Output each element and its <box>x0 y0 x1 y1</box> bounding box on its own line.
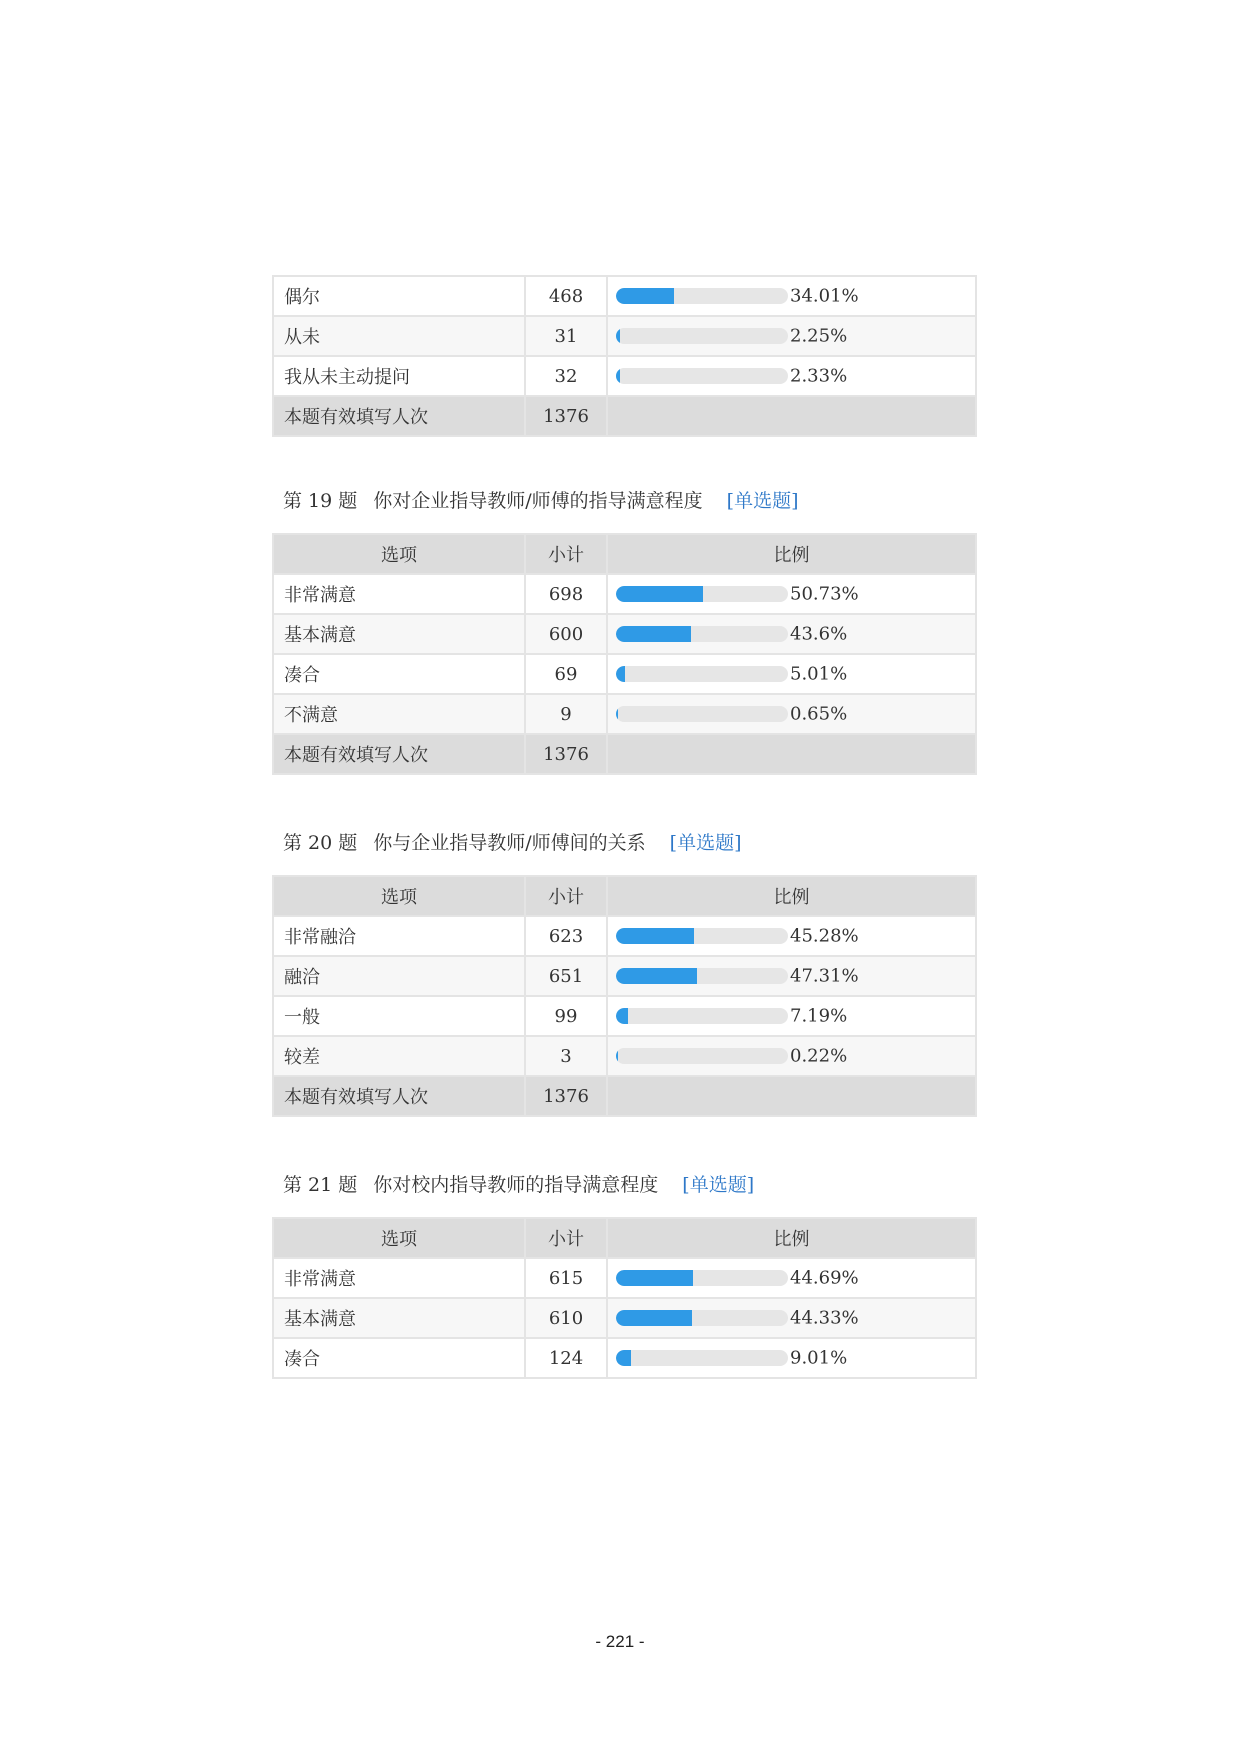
header-ratio: 比例 <box>607 1218 976 1258</box>
progress-bar-fill <box>616 1350 631 1366</box>
progress-bar-track <box>616 968 788 984</box>
total-row <box>273 396 976 436</box>
option-row <box>273 996 976 1036</box>
header-ratio: 比例 <box>607 534 976 574</box>
progress-bar-track <box>616 666 788 682</box>
total-count: 1376 <box>525 396 607 436</box>
option-count: 623 <box>525 916 607 956</box>
percent-text: 9.01% <box>790 1347 848 1369</box>
progress-bar-fill <box>616 328 620 344</box>
option-count: 3 <box>525 1036 607 1076</box>
progress-bar-track <box>616 626 788 642</box>
option-count: 610 <box>525 1298 607 1338</box>
option-count: 698 <box>525 574 607 614</box>
option-label: 非常融洽 <box>273 916 525 956</box>
option-label: 一般 <box>273 996 525 1036</box>
progress-bar-track <box>616 328 788 344</box>
total-label: 本题有效填写人次 <box>273 1076 525 1116</box>
option-count: 124 <box>525 1338 607 1378</box>
total-row <box>273 734 976 774</box>
option-label: 基本满意 <box>273 1298 525 1338</box>
option-row <box>273 356 976 396</box>
header-option: 选项 <box>273 876 525 916</box>
option-label: 凑合 <box>273 1338 525 1378</box>
option-label: 基本满意 <box>273 614 525 654</box>
option-count: 69 <box>525 654 607 694</box>
option-ratio <box>607 276 976 316</box>
q19-table <box>272 533 977 775</box>
progress-bar-track <box>616 1270 788 1286</box>
progress-bar-fill <box>616 586 703 602</box>
question-text: 你对校内指导教师的指导满意程度 <box>373 1174 659 1196</box>
option-ratio <box>607 356 976 396</box>
progress-bar-track <box>616 368 788 384</box>
question-text: 你对企业指导教师/师傅的指导满意程度 <box>373 490 703 512</box>
percent-text: 44.69% <box>790 1267 859 1289</box>
option-row <box>273 654 976 694</box>
question-type-link[interactable]: [单选题] <box>682 1174 755 1196</box>
q20-title <box>283 828 742 855</box>
progress-bar-track <box>616 288 788 304</box>
progress-bar-track <box>616 1310 788 1326</box>
option-ratio <box>607 654 976 694</box>
option-row <box>273 916 976 956</box>
option-ratio <box>607 1338 976 1378</box>
percent-text: 2.25% <box>790 325 848 347</box>
question-number: 第 19 题 <box>283 490 358 512</box>
total-row <box>273 1076 976 1116</box>
option-row <box>273 276 976 316</box>
percent-text: 7.19% <box>790 1005 848 1027</box>
percent-text: 2.33% <box>790 365 848 387</box>
total-empty <box>607 734 976 774</box>
option-ratio <box>607 1258 976 1298</box>
progress-bar-fill <box>616 1008 628 1024</box>
option-count: 468 <box>525 276 607 316</box>
option-ratio <box>607 956 976 996</box>
percent-text: 50.73% <box>790 583 859 605</box>
option-label: 非常满意 <box>273 1258 525 1298</box>
option-ratio <box>607 614 976 654</box>
option-count: 32 <box>525 356 607 396</box>
total-count: 1376 <box>525 734 607 774</box>
option-label: 凑合 <box>273 654 525 694</box>
option-ratio <box>607 1298 976 1338</box>
total-empty <box>607 1076 976 1116</box>
header-count: 小计 <box>525 876 607 916</box>
q21-rows <box>273 1258 976 1378</box>
header-row <box>273 876 976 916</box>
option-row <box>273 1338 976 1378</box>
option-label: 我从未主动提问 <box>273 356 525 396</box>
percent-text: 34.01% <box>790 285 859 307</box>
option-count: 600 <box>525 614 607 654</box>
option-row <box>273 956 976 996</box>
header-count: 小计 <box>525 534 607 574</box>
total-label: 本题有效填写人次 <box>273 734 525 774</box>
option-count: 615 <box>525 1258 607 1298</box>
option-row <box>273 1298 976 1338</box>
header-count: 小计 <box>525 1218 607 1258</box>
option-row <box>273 694 976 734</box>
option-ratio <box>607 916 976 956</box>
option-count: 651 <box>525 956 607 996</box>
percent-text: 45.28% <box>790 925 859 947</box>
option-label: 从未 <box>273 316 525 356</box>
option-ratio <box>607 694 976 734</box>
progress-bar-track <box>616 706 788 722</box>
option-row <box>273 1036 976 1076</box>
option-row <box>273 1258 976 1298</box>
option-ratio <box>607 574 976 614</box>
progress-bar-fill <box>616 1310 692 1326</box>
total-count: 1376 <box>525 1076 607 1116</box>
header-ratio: 比例 <box>607 876 976 916</box>
q20-table <box>272 875 977 1117</box>
header-option: 选项 <box>273 1218 525 1258</box>
option-count: 31 <box>525 316 607 356</box>
progress-bar-fill <box>616 1270 693 1286</box>
progress-bar-track <box>616 1008 788 1024</box>
progress-bar-track <box>616 586 788 602</box>
option-label: 不满意 <box>273 694 525 734</box>
option-ratio <box>607 996 976 1036</box>
percent-text: 47.31% <box>790 965 859 987</box>
q19-title <box>283 486 799 513</box>
progress-bar-fill <box>616 968 697 984</box>
progress-bar-fill <box>616 626 691 642</box>
question-text: 你与企业指导教师/师傅间的关系 <box>373 832 646 854</box>
option-row <box>273 614 976 654</box>
question-type-link[interactable]: [单选题] <box>726 490 799 512</box>
total-label: 本题有效填写人次 <box>273 396 525 436</box>
progress-bar-fill <box>616 666 625 682</box>
option-count: 99 <box>525 996 607 1036</box>
page-number: - 221 - <box>595 1632 645 1651</box>
option-label: 较差 <box>273 1036 525 1076</box>
question-number: 第 21 题 <box>283 1174 358 1196</box>
option-ratio <box>607 316 976 356</box>
q21-table <box>272 1217 977 1379</box>
progress-bar-fill <box>616 368 620 384</box>
option-label: 融洽 <box>273 956 525 996</box>
q18-rows <box>273 276 976 396</box>
progress-bar-fill <box>616 288 674 304</box>
option-label: 非常满意 <box>273 574 525 614</box>
q19-rows <box>273 574 976 734</box>
option-row <box>273 574 976 614</box>
q20-rows <box>273 916 976 1076</box>
percent-text: 5.01% <box>790 663 848 685</box>
header-option: 选项 <box>273 534 525 574</box>
progress-bar-track <box>616 1048 788 1064</box>
total-empty <box>607 396 976 436</box>
option-label: 偶尔 <box>273 276 525 316</box>
progress-bar-track <box>616 1350 788 1366</box>
q21-title <box>283 1170 754 1197</box>
progress-bar-fill <box>616 928 694 944</box>
percent-text: 44.33% <box>790 1307 859 1329</box>
option-row <box>273 316 976 356</box>
q18-table <box>272 275 977 437</box>
header-row <box>273 534 976 574</box>
progress-bar-fill <box>616 1048 618 1064</box>
percent-text: 43.6% <box>790 623 848 645</box>
question-type-link[interactable]: [单选题] <box>669 832 742 854</box>
question-number: 第 20 题 <box>283 832 358 854</box>
progress-bar-fill <box>616 706 618 722</box>
option-ratio <box>607 1036 976 1076</box>
percent-text: 0.22% <box>790 1045 848 1067</box>
header-row <box>273 1218 976 1258</box>
percent-text: 0.65% <box>790 703 848 725</box>
option-count: 9 <box>525 694 607 734</box>
progress-bar-track <box>616 928 788 944</box>
